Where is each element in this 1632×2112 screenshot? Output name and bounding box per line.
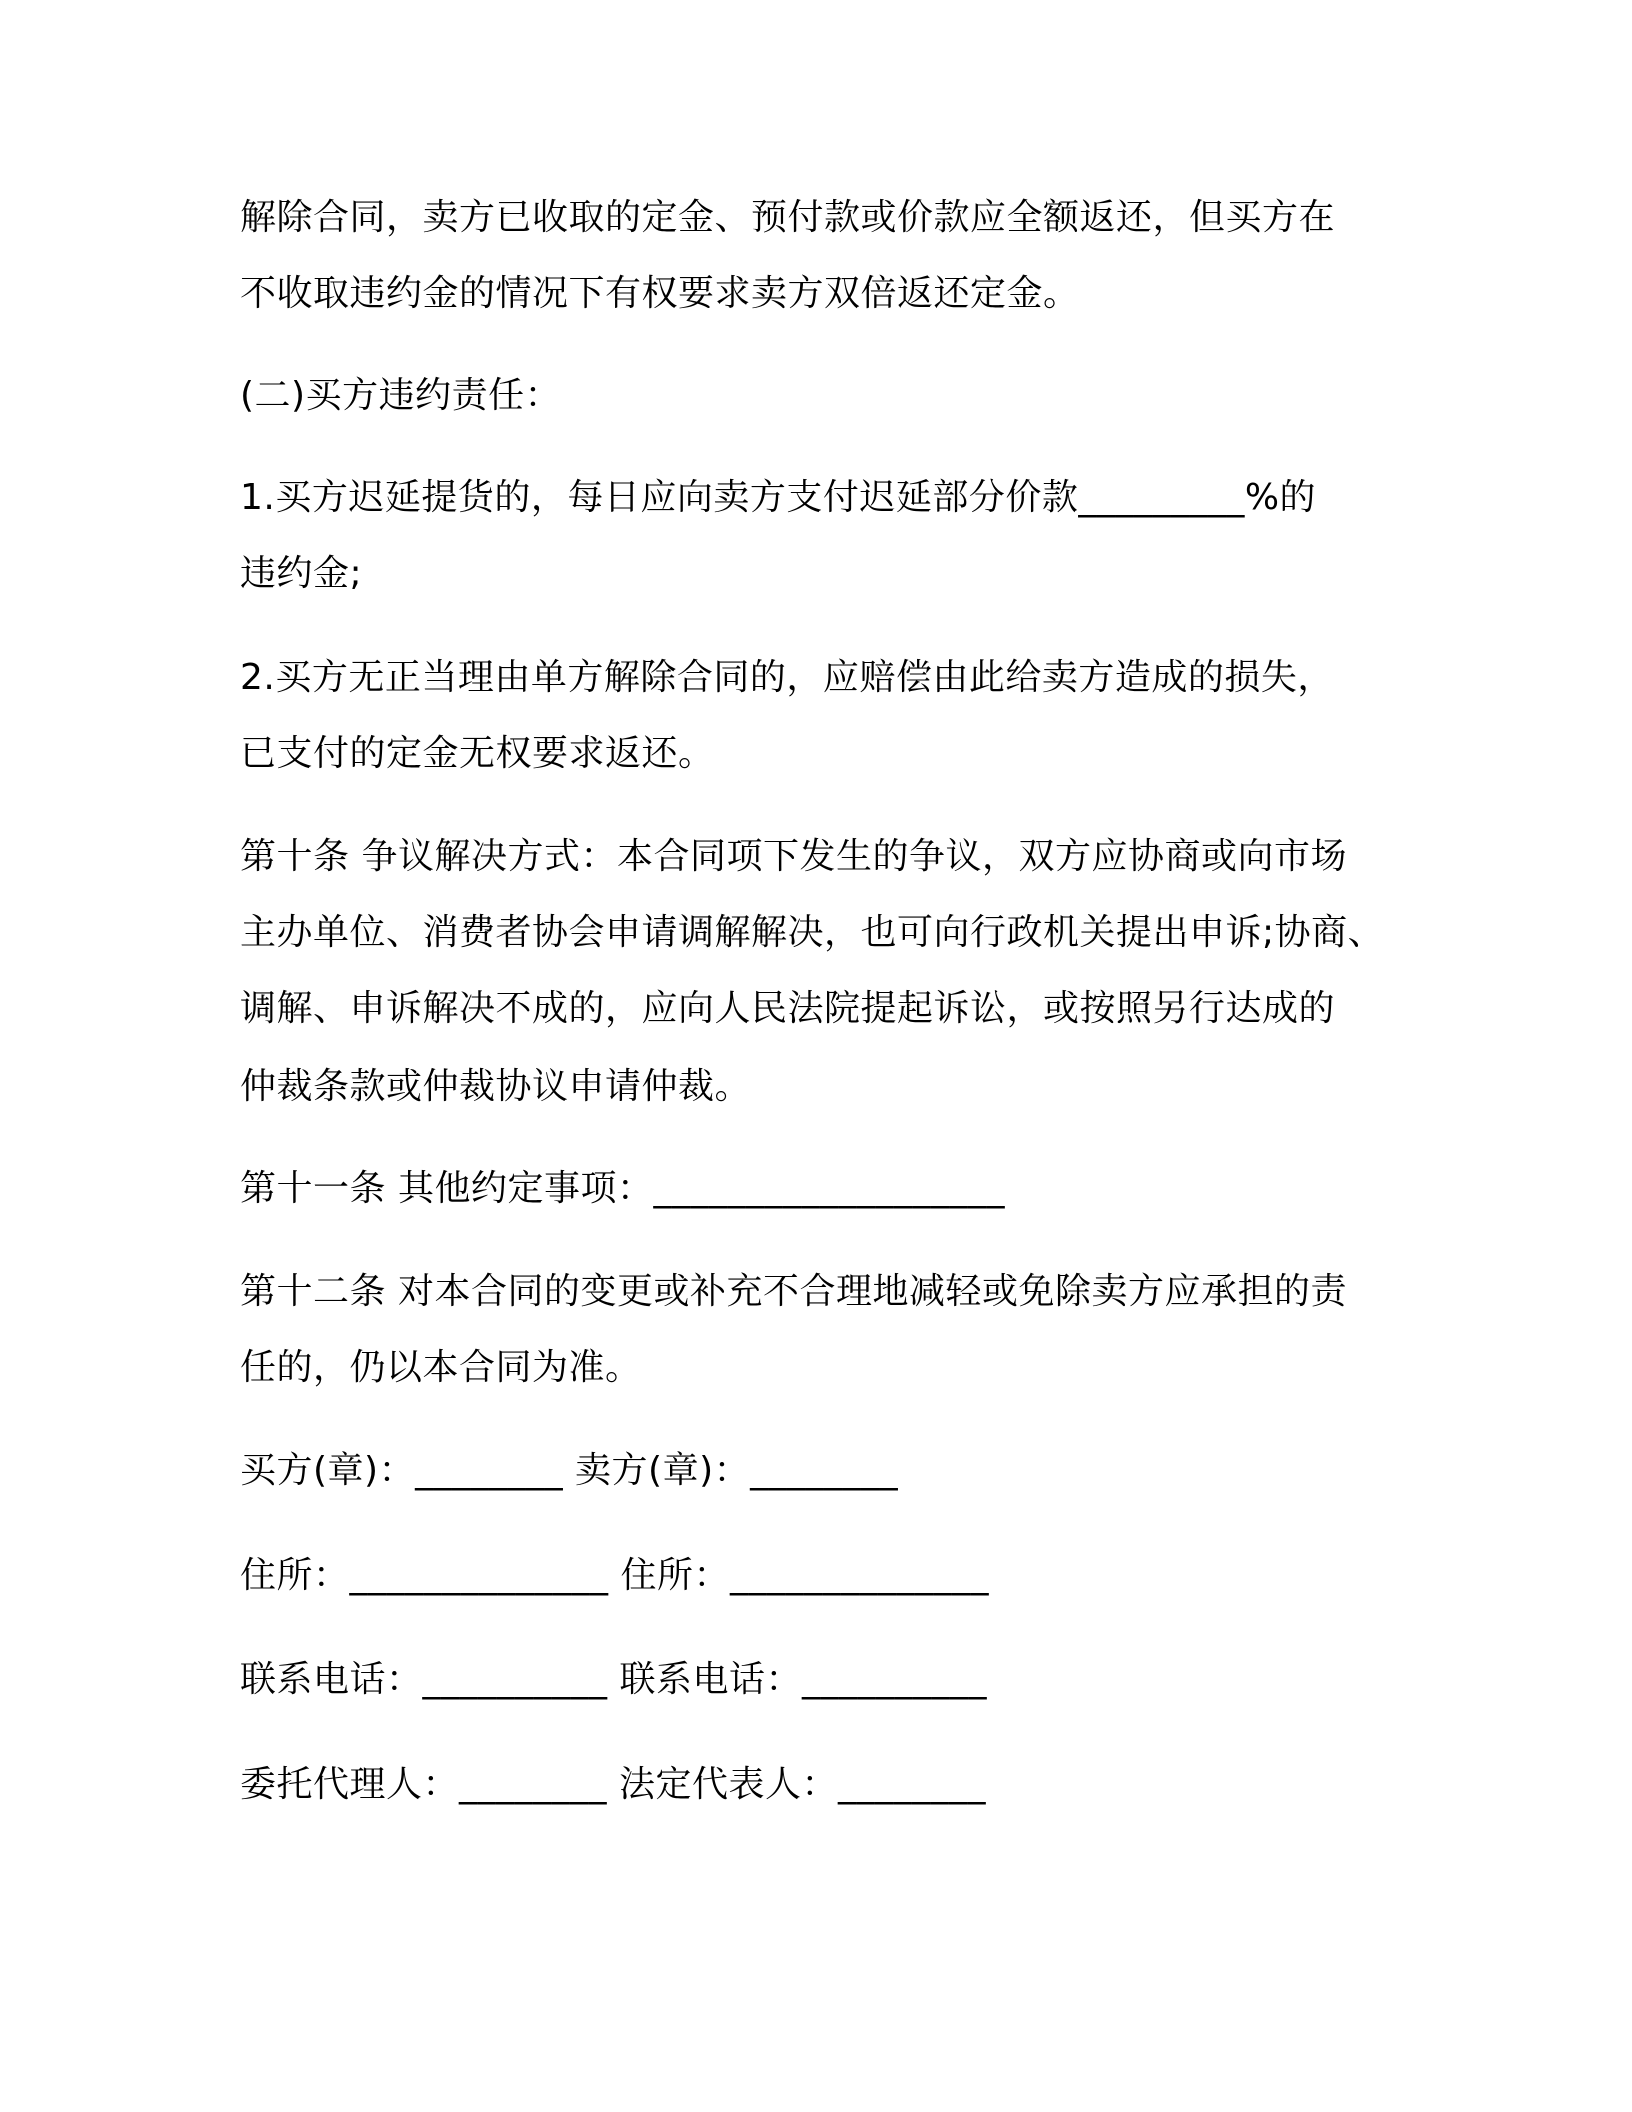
text-line: 解除合同，卖方已收取的定金、预付款或价款应全额返还，但买方在 (240, 197, 1336, 238)
text-line: 违约金; (240, 553, 363, 594)
text-line: 2.买方无正当理由单方解除合同的，应赔偿由此给卖方造成的损失， (240, 657, 1334, 698)
text-line: 不收取违约金的情况下有权要求卖方双倍返还定金。 (240, 273, 1080, 314)
text-line: 1.买方迟延提货的，每日应向卖方支付迟延部分价款_________%的 (240, 477, 1317, 518)
text-line: 仲裁条款或仲裁协议申请仲裁。 (240, 1066, 752, 1107)
signature-line: 买方(章)：________ 卖方(章)：________ (240, 1450, 899, 1491)
text-line: 已支付的定金无权要求返还。 (240, 733, 715, 774)
signature-line: 联系电话：__________ 联系电话：__________ (240, 1659, 987, 1700)
section-heading: (二)买方违约责任： (240, 375, 562, 416)
text-line: 第十二条 对本合同的变更或补充不合理地减轻或免除卖方应承担的责 (240, 1271, 1347, 1312)
text-line: 第十一条 其他约定事项：___________________ (240, 1168, 1005, 1209)
text-line: 任的，仍以本合同为准。 (240, 1347, 642, 1388)
text-line: 第十条 争议解决方式：本合同项下发生的争议，双方应协商或向市场 (240, 836, 1347, 877)
signature-line: 住所：______________ 住所：______________ (240, 1555, 989, 1596)
text-line: 主办单位、消费者协会申请调解解决，也可向行政机关提出申诉;协商、 (240, 912, 1385, 953)
text-line: 调解、申诉解决不成的，应向人民法院提起诉讼，或按照另行达成的 (240, 988, 1336, 1029)
signature-line: 委托代理人：________ 法定代表人：________ (240, 1764, 986, 1805)
